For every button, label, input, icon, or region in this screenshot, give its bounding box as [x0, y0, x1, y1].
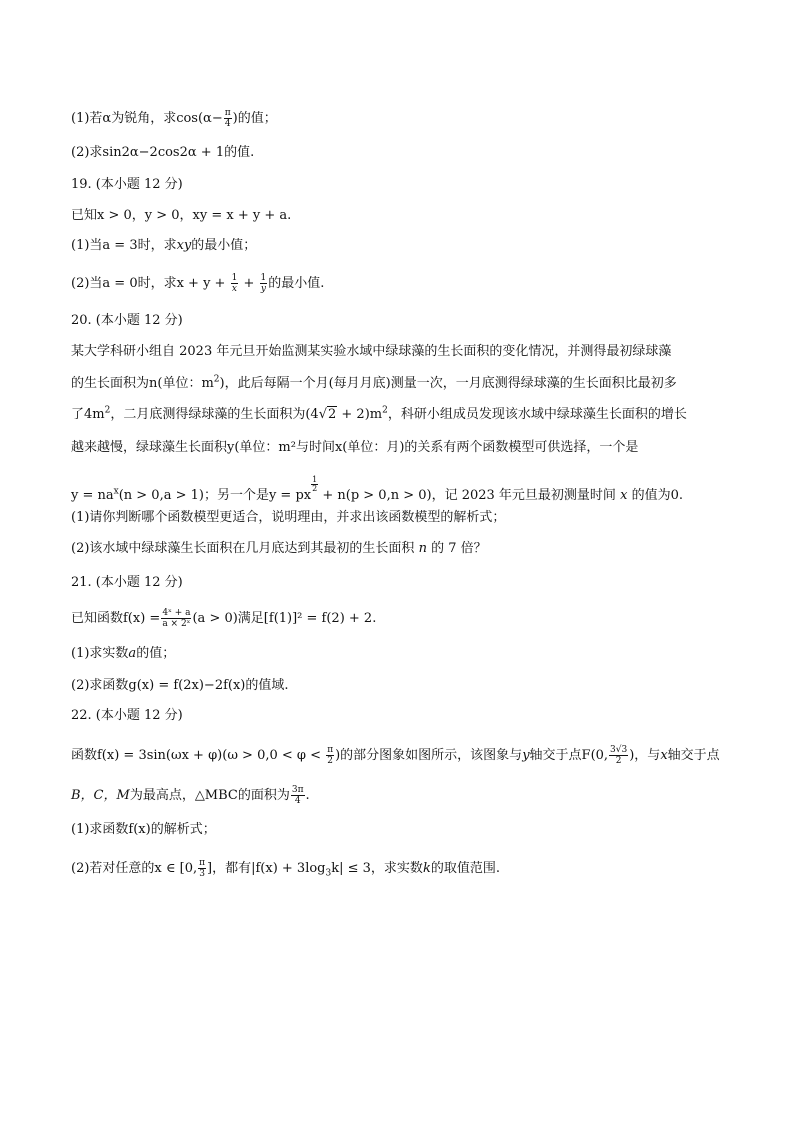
- fraction: $\frac{\pi}{2}$: [327, 745, 334, 766]
- fraction: $\frac{1}{x}$: [231, 273, 238, 294]
- q22-line2: B，C，M为最高点，△MBC的面积为 $\frac{3\pi}{4}$ .: [71, 785, 310, 806]
- q21-condition: 已知函数f(x) = $\frac{\text{4ˣ + a}}{\text{a × 2ˣ}}$ (a > 0)满足[f(1)]² = f(2) + 2.: [71, 608, 377, 629]
- q21-header: 21. (本小题 12 分): [71, 575, 183, 590]
- text: (2)求sin2α−2cos2α + 1的值.: [71, 145, 255, 160]
- q22-line1: 函数f(x) = 3sin(ωx + φ)(ω > 0,0 < φ < $\frac{\pi}{2}$ )的部分图象如图所示，该图象与y轴交于点F(0, $\frac{3√3}{2}$ )，与x轴交于点: [71, 745, 720, 766]
- q19-header: 19. (本小题 12 分): [71, 177, 183, 192]
- q19-condition: 已知x > 0，y > 0，xy = x + y + a.: [71, 208, 292, 223]
- q20-line3: 了$4m^2$，二月底测得绿球藻的生长面积为$(4√2 + 2)m^2$，科研小组成员发现该水域中绿球藻生长面积的增长: [71, 405, 734, 425]
- q22-part2: (2)若对任意的x ∈ [0, $\frac{\pi}{3}$ ]，都有$|f(x) + 3\log_3k| \le 3$，求实数k的取值范围.: [71, 858, 500, 879]
- sqrt: √2: [318, 407, 337, 422]
- q20-line1: 某大学科研小组自 2023 年元旦开始监测某实验水域中绿球藻的生长面积的变化情况，并测得最初绿球藻: [71, 344, 672, 359]
- exponent-fraction: $\frac{1}{2}$: [312, 475, 318, 493]
- q22-header: 22. (本小题 12 分): [71, 708, 183, 723]
- q22-part1: (1)求函数f(x)的解析式；: [71, 822, 216, 837]
- fraction: $\frac{\pi}{3}$: [199, 858, 206, 879]
- fraction: $\frac{\pi}{4}$: [224, 108, 231, 129]
- fraction: $\frac{\text{4ˣ + a}}{\text{a × 2ˣ}}$: [162, 608, 191, 629]
- q20-line4: 越来越慢，绿球藻生长面积y(单位：m²与时间x(单位：月)的关系有两个函数模型可供选择，一个是: [71, 440, 639, 455]
- fraction: $\frac{3\pi}{4}$: [291, 785, 304, 806]
- q21-part2: (2)求函数g(x) = f(2x)−2f(x)的值域.: [71, 678, 289, 693]
- q18-part1: [71, 108, 734, 129]
- q19-part1: (1)当a = 3时，求xy的最小值；: [71, 238, 257, 253]
- q20-line5: $y = na^x(n > 0,a > 1)$；另一个是y = px $\frac{1}{2}$ + n(p > 0,n > 0)，记 2023 年元旦最初测量时间 x 的值为0.: [71, 475, 683, 503]
- text: )的值；: [232, 111, 277, 126]
- fraction: $\frac{1}{y}$: [260, 273, 267, 294]
- q20-part1: (1)请你判断哪个函数模型更适合，说明理由，并求出该函数模型的解析式；: [71, 510, 506, 525]
- q20-line2: 的生长面积为n(单位：$m^2$)，此后每隔一个月(每月月底)测量一次，一月底测得绿球藻的生长面积比最初多: [71, 374, 677, 391]
- fraction: $\frac{3√3}{2}$: [610, 745, 628, 766]
- q20-part2: (2)该水域中绿球藻生长面积在几月底达到其最初的生长面积 n 的 7 倍？: [71, 541, 487, 556]
- text: (1)若α为锐角，求cos(α−: [71, 111, 223, 126]
- q20-header: 20. (本小题 12 分): [71, 313, 183, 328]
- q18-part2: [71, 143, 734, 163]
- q21-part1: (1)求实数a的值；: [71, 646, 176, 661]
- q19-part2: (2)当a = 0时，求x + y + $\frac{1}{x}$ + $\frac{1}{y}$ 的最小值.: [71, 273, 325, 294]
